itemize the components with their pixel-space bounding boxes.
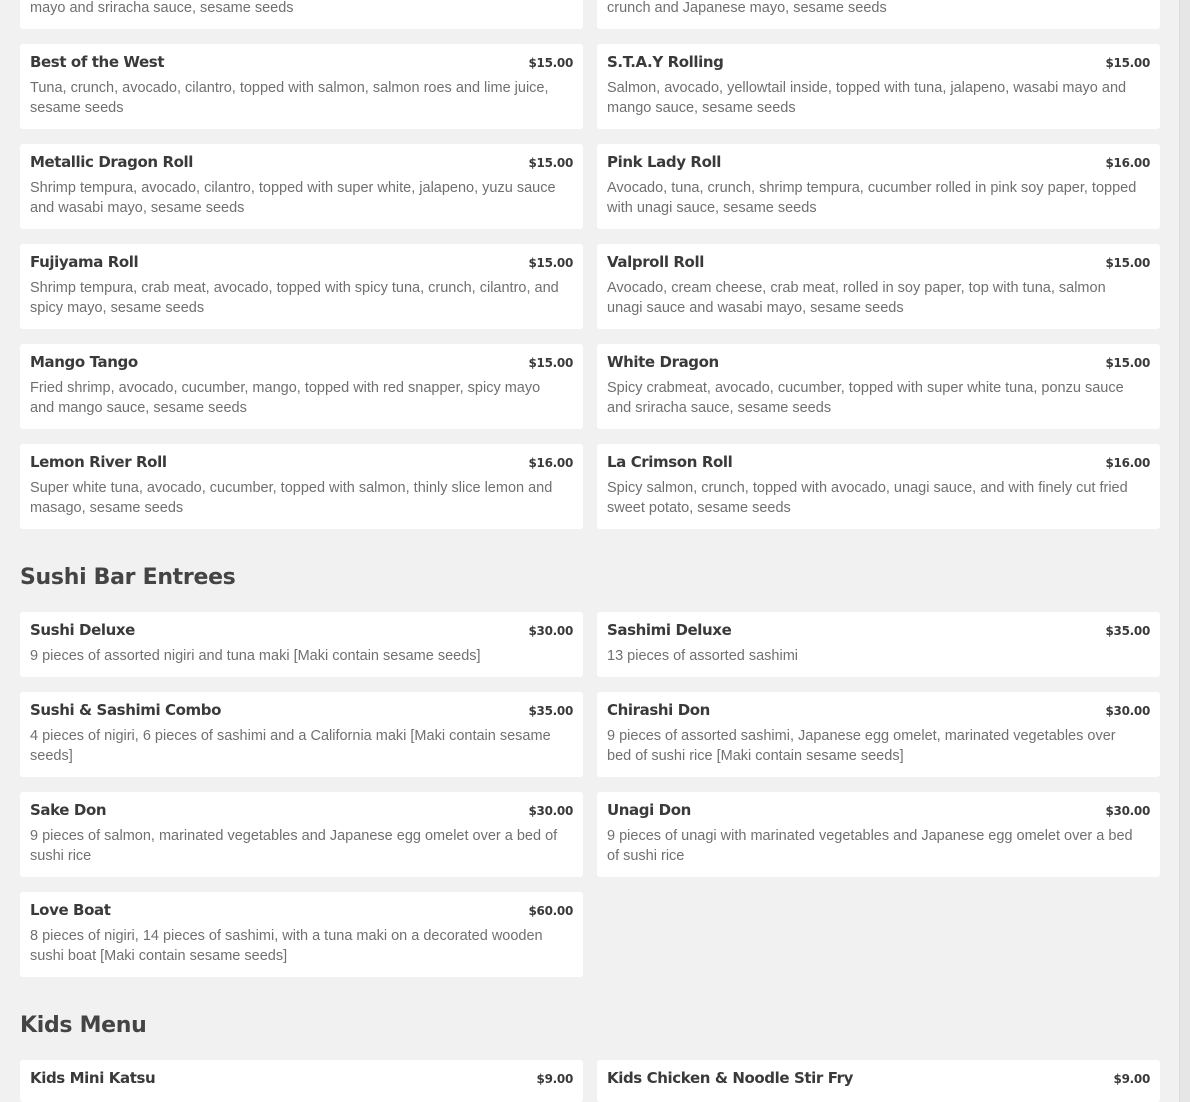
item-name: Best of the West <box>30 53 165 71</box>
item-name: Pink Lady Roll <box>607 153 721 171</box>
menu-item-card[interactable] <box>597 792 1160 877</box>
item-price: $15.00 <box>1105 356 1150 370</box>
menu-item-card[interactable] <box>597 444 1160 529</box>
item-price: $16.00 <box>1105 456 1150 470</box>
item-name: Metallic Dragon Roll <box>30 153 193 171</box>
item-name: Sashimi Deluxe <box>607 621 732 639</box>
item-name: La Crimson Roll <box>607 453 733 471</box>
item-description: Salmon, avocado, yellowtail inside, topped with tuna, jalapeno, wasabi mayo and mango sauce, sesame seeds <box>607 80 1127 116</box>
menu-item-card[interactable] <box>20 344 583 429</box>
item-name: Kids Chicken & Noodle Stir Fry <box>607 1069 853 1087</box>
item-name: Sushi & Sashimi Combo <box>30 701 222 719</box>
menu-item-card[interactable] <box>20 612 583 677</box>
menu-item-card[interactable] <box>20 792 583 877</box>
item-name: Unagi Don <box>607 801 691 819</box>
item-price: $16.00 <box>528 456 573 470</box>
item-description: Shrimp tempura, crab meat, avocado, topped with spicy tuna, crunch, cilantro, and spicy mayo, sesame seeds <box>30 280 559 316</box>
item-name: Kids Mini Katsu <box>30 1069 156 1087</box>
menu-item-card[interactable] <box>20 44 583 129</box>
item-description: 9 pieces of unagi with marinated vegetables and Japanese egg omelet over a bed of sushi rice <box>607 828 1133 864</box>
menu-item-card[interactable] <box>20 144 583 229</box>
item-name: Sushi Deluxe <box>30 621 135 639</box>
item-price: $30.00 <box>528 624 573 638</box>
item-description: 4 pieces of nigiri, 6 pieces of sashimi and a California maki [Maki contain sesame seeds] <box>30 728 551 764</box>
item-name: Mango Tango <box>30 353 138 371</box>
item-description: Avocado, tuna, crunch, shrimp tempura, cucumber rolled in pink soy paper, topped with unagi sauce, sesame seeds <box>607 180 1137 216</box>
menu-item-card[interactable] <box>20 0 583 29</box>
item-price: $30.00 <box>528 804 573 818</box>
menu-item-card[interactable] <box>20 244 583 329</box>
item-name: Sake Don <box>30 801 107 819</box>
item-name: Chirashi Don <box>607 701 710 719</box>
item-description: 9 pieces of assorted nigiri and tuna maki [Maki contain sesame seeds] <box>30 648 481 664</box>
menu-item-card[interactable] <box>597 612 1160 677</box>
item-price: $15.00 <box>528 56 573 70</box>
item-description: Shrimp tempura, avocado, cilantro, topped with super white, jalapeno, yuzu sauce and wasabi mayo, sesame seeds <box>30 180 556 216</box>
item-description: mayo and sriracha sauce, sesame seeds <box>30 0 294 16</box>
item-description: 9 pieces of salmon, marinated vegetables and Japanese egg omelet over a bed of sushi rice <box>30 828 558 864</box>
menu-item-card[interactable] <box>597 244 1160 329</box>
item-name: Valproll Roll <box>607 253 704 271</box>
item-price: $16.00 <box>1105 156 1150 170</box>
item-name: Fujiyama Roll <box>30 253 139 271</box>
item-price: $15.00 <box>1105 256 1150 270</box>
item-price: $15.00 <box>528 256 573 270</box>
menu-item-card[interactable] <box>597 44 1160 129</box>
menu-item-card[interactable] <box>20 892 583 977</box>
section-title-kids: Kids Menu <box>20 1013 147 1038</box>
menu-item-card[interactable] <box>597 0 1160 29</box>
menu-item-card[interactable] <box>20 1060 583 1102</box>
section-title-entrees: Sushi Bar Entrees <box>20 565 236 590</box>
menu-item-card[interactable] <box>597 1060 1160 1102</box>
item-description: Super white tuna, avocado, cucumber, topped with salmon, thinly slice lemon and masago, sesame seeds <box>30 480 553 516</box>
item-price: $9.00 <box>1113 1072 1150 1086</box>
item-description: 13 pieces of assorted sashimi <box>607 648 799 664</box>
menu-item-card[interactable] <box>597 344 1160 429</box>
menu-item-card[interactable] <box>597 144 1160 229</box>
item-price: $30.00 <box>1105 704 1150 718</box>
menu-item-card[interactable] <box>20 444 583 529</box>
item-name: S.T.A.Y Rolling <box>607 53 724 71</box>
item-price: $30.00 <box>1105 804 1150 818</box>
item-description: Spicy crabmeat, avocado, cucumber, topped with super white tuna, ponzu sauce and sriracha sauce, sesame seeds <box>607 380 1124 416</box>
item-name: White Dragon <box>607 353 719 371</box>
menu-item-card[interactable] <box>20 692 583 777</box>
item-description: Fried shrimp, avocado, cucumber, mango, topped with red snapper, spicy mayo and mango sauce, sesame seeds <box>30 380 541 416</box>
item-description: 8 pieces of nigiri, 14 pieces of sashimi, with a tuna maki on a decorated wooden sushi boat [Maki contain sesame seeds] <box>30 928 543 964</box>
item-price: $35.00 <box>528 704 573 718</box>
item-description: Avocado, cream cheese, crab meat, rolled in soy paper, top with tuna, salmon unagi sauce and wasabi mayo, sesame seeds <box>607 280 1106 316</box>
item-description: crunch and Japanese mayo, sesame seeds <box>607 0 887 16</box>
item-description: 9 pieces of assorted sashimi, Japanese egg omelet, marinated vegetables over bed of sushi rice [Maki contain sesame seeds] <box>607 728 1116 764</box>
item-price: $35.00 <box>1105 624 1150 638</box>
menu-item-card[interactable] <box>597 692 1160 777</box>
item-price: $15.00 <box>528 356 573 370</box>
scrollbar[interactable] <box>1179 0 1190 1102</box>
item-description: Spicy salmon, crunch, topped with avocado, unagi sauce, and with finely cut fried sweet potato, sesame seeds <box>607 480 1128 516</box>
item-name: Lemon River Roll <box>30 453 167 471</box>
item-price: $9.00 <box>536 1072 573 1086</box>
item-name: Love Boat <box>30 901 111 919</box>
item-price: $15.00 <box>528 156 573 170</box>
item-description: Tuna, crunch, avocado, cilantro, topped with salmon, salmon roes and lime juice, sesame seeds <box>30 80 549 116</box>
item-price: $60.00 <box>528 904 573 918</box>
item-price: $15.00 <box>1105 56 1150 70</box>
